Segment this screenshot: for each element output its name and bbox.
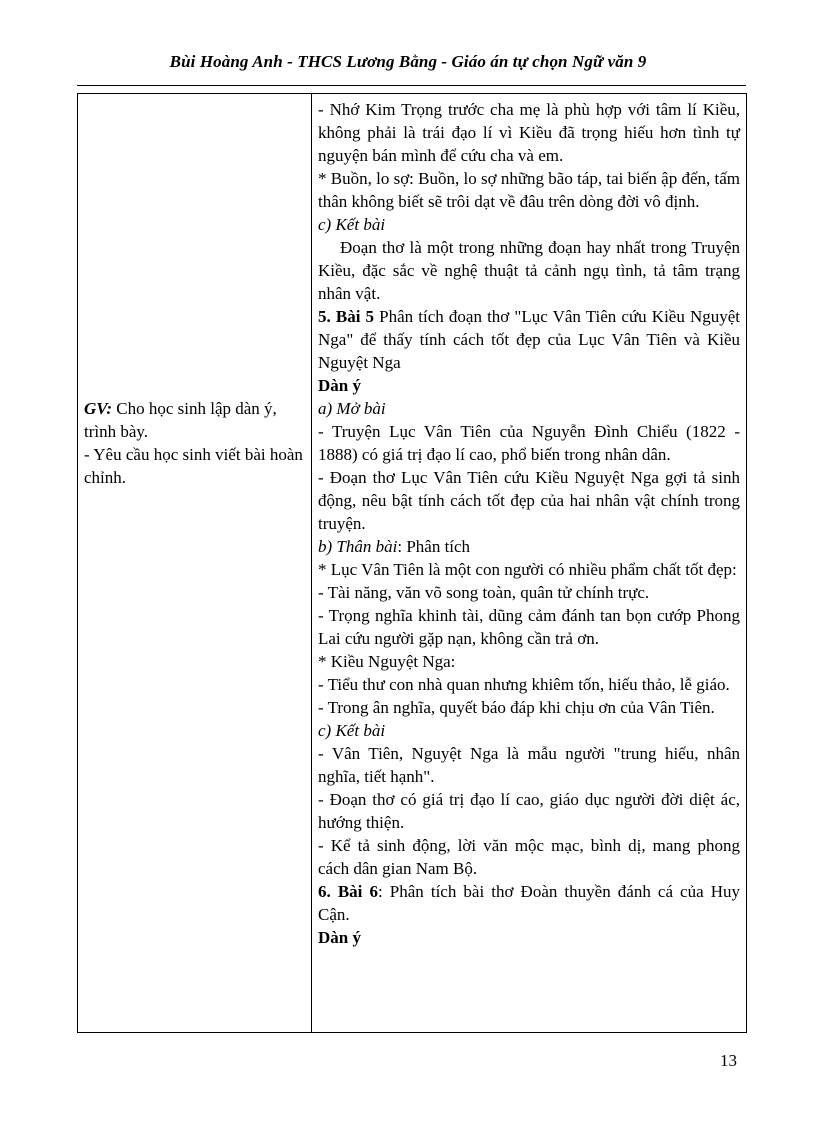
- section-heading-label: b) Thân bài: [318, 537, 398, 556]
- exercise-number: 6. Bài 6: [318, 882, 378, 901]
- exercise-number: 5. Bài 5: [318, 307, 375, 326]
- page-header: Bùi Hoàng Anh - THCS Lương Bằng - Giáo án tự chọn Ngữ văn 9: [169, 52, 647, 71]
- exercise-text: Phân tích đoạn thơ "Lục Vân Tiên cứu Kiều Nguyệt Nga" để thấy tính cách tốt đẹp của Lục Vân Tiên và Kiều Nguyệt Nga: [318, 307, 741, 372]
- content-line: - Vân Tiên, Nguyệt Nga là mẫu người "trung hiếu, nhân nghĩa, tiết hạnh".: [318, 744, 740, 786]
- outline-heading: Dàn ý: [318, 376, 361, 395]
- section-heading: a) Mở bài: [318, 399, 386, 418]
- lesson-table: [77, 93, 747, 1033]
- content-line: - Kể tả sinh động, lời văn mộc mạc, bình dị, mang phong cách dân gian Nam Bộ.: [318, 836, 740, 878]
- content-line: - Truyện Lục Vân Tiên của Nguyễn Đình Chiểu (1822 - 1888) có giá trị đạo lí cao, phổ biến trong nhân dân.: [318, 422, 740, 464]
- section-heading: c) Kết bài: [318, 721, 386, 740]
- content-line: - Đoạn thơ Lục Vân Tiên cứu Kiều Nguyệt Nga gợi tả sinh động, nêu bật tính cách tốt đẹp của hai nhân vật chính trong truyện.: [318, 468, 740, 533]
- outline-heading: Dàn ý: [318, 928, 361, 947]
- exercise-text: : Phân tích bài thơ Đoàn thuyền đánh cá của Huy Cận.: [318, 882, 741, 924]
- section-heading: [318, 535, 740, 558]
- content-line: Đoạn thơ là một trong những đoạn hay nhất trong Truyện Kiều, đặc sắc về nghệ thuật tả cảnh ngụ tình, tả tâm trạng nhân vật.: [318, 238, 740, 303]
- content-line: - Trong ân nghĩa, quyết báo đáp khi chịu ơn của Vân Tiên.: [318, 698, 715, 717]
- content-line: - Đoạn thơ có giá trị đạo lí cao, giáo dục người đời diệt ác, hướng thiện.: [318, 790, 740, 832]
- content-line: - Trọng nghĩa khinh tài, dũng cảm đánh tan bọn cướp Phong Lai cứu người gặp nạn, không cần trả ơn.: [318, 606, 740, 648]
- header-divider: [77, 85, 746, 86]
- requirement-text: - Yêu cầu học sinh viết bài hoàn chỉnh.: [84, 445, 303, 487]
- gv-label: GV:: [84, 399, 113, 418]
- content-line: - Nhớ Kim Trọng trước cha mẹ là phù hợp với tâm lí Kiều, không phải là trái đạo lí vì Kiều đã trọng hiếu hơn tình tự nguyện bán mình để cứu cha và em.: [318, 100, 740, 165]
- gv-text: Cho học sinh lập dàn ý, trình bày.: [84, 399, 277, 441]
- content-cell: [312, 94, 747, 1033]
- exercise-title: [318, 880, 740, 926]
- content-line: * Lục Vân Tiên là một con người có nhiều phẩm chất tốt đẹp:: [318, 560, 737, 579]
- teacher-activity-cell: [78, 94, 312, 1033]
- gv-instruction: [84, 397, 307, 443]
- content-line: * Kiều Nguyệt Nga:: [318, 652, 456, 671]
- section-heading-text: : Phân tích: [397, 537, 471, 556]
- content-line: * Buồn, lo sợ: Buồn, lo sợ những bão táp, tai biến ập đến, tấm thân không biết sẽ trôi dạt về đâu trên dòng đời vô định.: [318, 169, 740, 211]
- content-line: - Tiểu thư con nhà quan nhưng khiêm tốn, hiếu thảo, lễ giáo.: [318, 675, 730, 694]
- exercise-title: [318, 305, 740, 374]
- table-row: [78, 94, 747, 1033]
- content-line: - Tài năng, văn võ song toàn, quân tử chính trực.: [318, 583, 650, 602]
- section-heading: c) Kết bài: [318, 215, 386, 234]
- page-number: 13: [720, 1051, 737, 1070]
